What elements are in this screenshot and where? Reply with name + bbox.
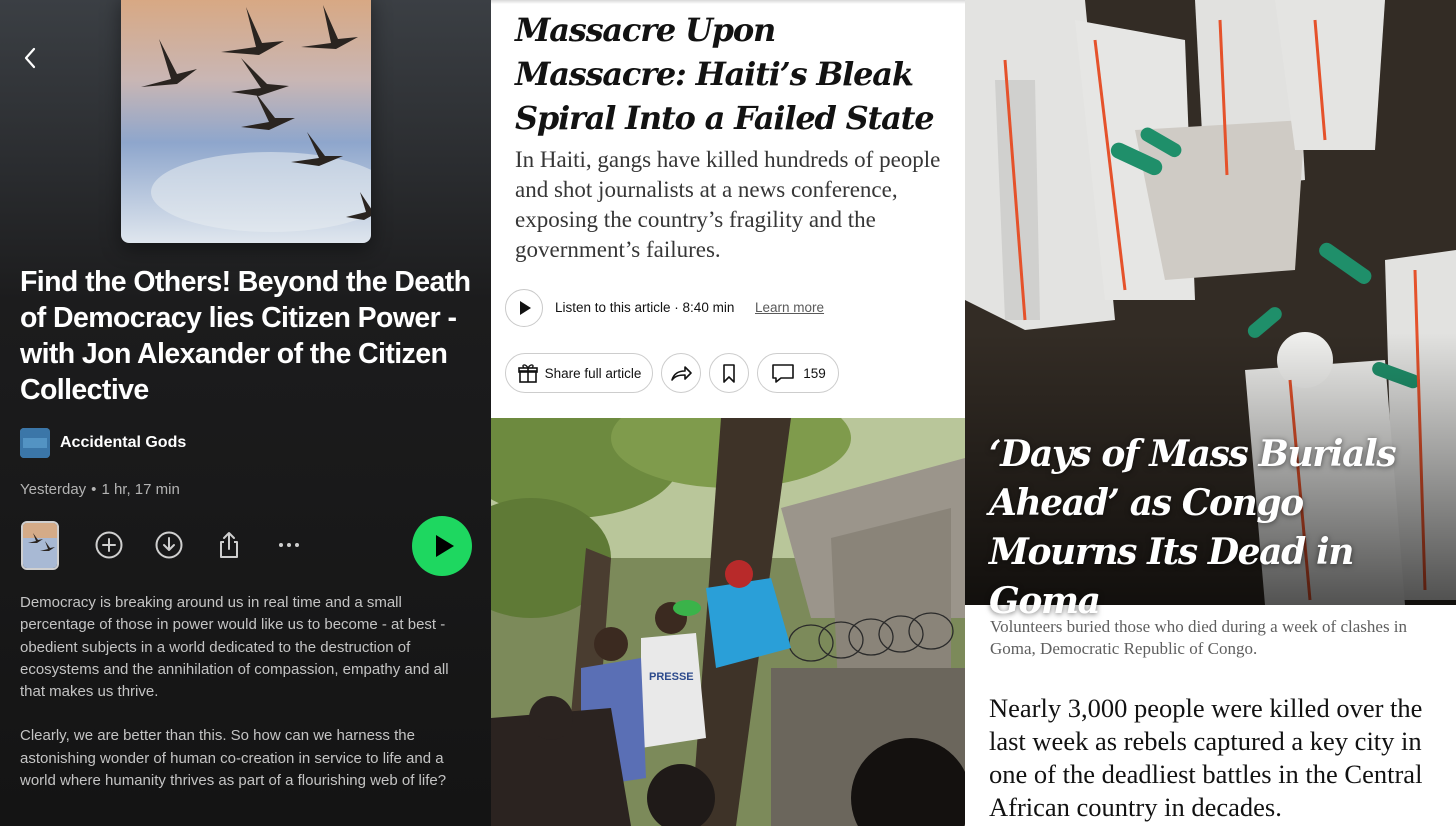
listen-play-button[interactable] xyxy=(505,289,543,327)
add-icon[interactable] xyxy=(94,530,124,560)
article-summary: In Haiti, gangs have killed hundreds of people and shot journalists at a news conference, exposing the country’s fragility and the government’s failures. xyxy=(515,147,941,262)
bookmark-icon xyxy=(718,362,740,384)
bookmark-button[interactable] xyxy=(709,353,749,393)
show-name[interactable]: Accidental Gods xyxy=(60,434,187,451)
article-headline: ‘Days of Mass Burials Ahead’ as Congo Mourns Its Dead in Goma xyxy=(989,433,1396,622)
episode-duration: 1 hr, 17 min xyxy=(101,481,180,498)
play-button[interactable] xyxy=(412,516,472,576)
top-divider xyxy=(491,0,965,4)
more-icon[interactable] xyxy=(274,530,304,560)
article-photo-haiti xyxy=(491,418,965,826)
haiti-article-panel xyxy=(491,0,965,826)
congo-article-panel xyxy=(965,0,1456,826)
comment-count: 159 xyxy=(803,365,826,381)
shirt-text: PRESSE xyxy=(649,671,694,683)
share-full-article-button[interactable] xyxy=(505,353,653,393)
article-headline: Massacre Upon Massacre: Haiti’s Bleak Spiral Into a Failed State xyxy=(515,11,934,137)
play-icon xyxy=(506,290,542,326)
episode-cover-art xyxy=(121,0,371,243)
photo-caption: Volunteers buried those who died during a week of clashes in Goma, Democratic Republic of Congo. xyxy=(990,617,1408,658)
show-artwork[interactable] xyxy=(20,428,50,458)
listen-label: Listen to this article · 8:40 min xyxy=(555,300,735,315)
description-paragraph: Democracy is breaking around us in real time and a small percentage of those in power would like us to become - at best - obedient subjects in a world dedicated to the destruction of ecosystems and the annihilation of compassion, empathy and all that makes us thrive. xyxy=(20,594,449,701)
download-icon[interactable] xyxy=(154,530,184,560)
comments-button[interactable] xyxy=(757,353,839,393)
chevron-left-icon[interactable] xyxy=(18,44,42,72)
episode-thumbnail[interactable] xyxy=(21,521,59,570)
episode-description xyxy=(20,592,475,792)
comment-icon xyxy=(770,361,796,385)
share-arrow-icon xyxy=(669,361,693,385)
learn-more-link[interactable]: Learn more xyxy=(755,300,825,315)
play-icon xyxy=(412,516,472,576)
gift-icon xyxy=(517,362,539,384)
episode-meta xyxy=(20,481,180,498)
episode-date: Yesterday xyxy=(20,481,87,498)
description-paragraph: Clearly, we are better than this. So how can we harness the astonishing wonder of human co-creation in service to life and a world where humanity thrives as part of a flourishing web of life? xyxy=(20,727,447,790)
podcast-episode-panel xyxy=(0,0,491,826)
episode-title: Find the Others! Beyond the Death of Democracy lies Citizen Power - with Jon Alexander of the Citizen Collective xyxy=(20,266,471,406)
share-arrow-button[interactable] xyxy=(661,353,701,393)
article-summary: Nearly 3,000 people were killed over the last week as rebels captured a key city in one of the deadliest battles in the Central African country in decades. xyxy=(989,693,1423,822)
separator-dot: • xyxy=(91,481,97,498)
share-label: Share full article xyxy=(544,365,642,381)
share-icon[interactable] xyxy=(214,530,244,560)
